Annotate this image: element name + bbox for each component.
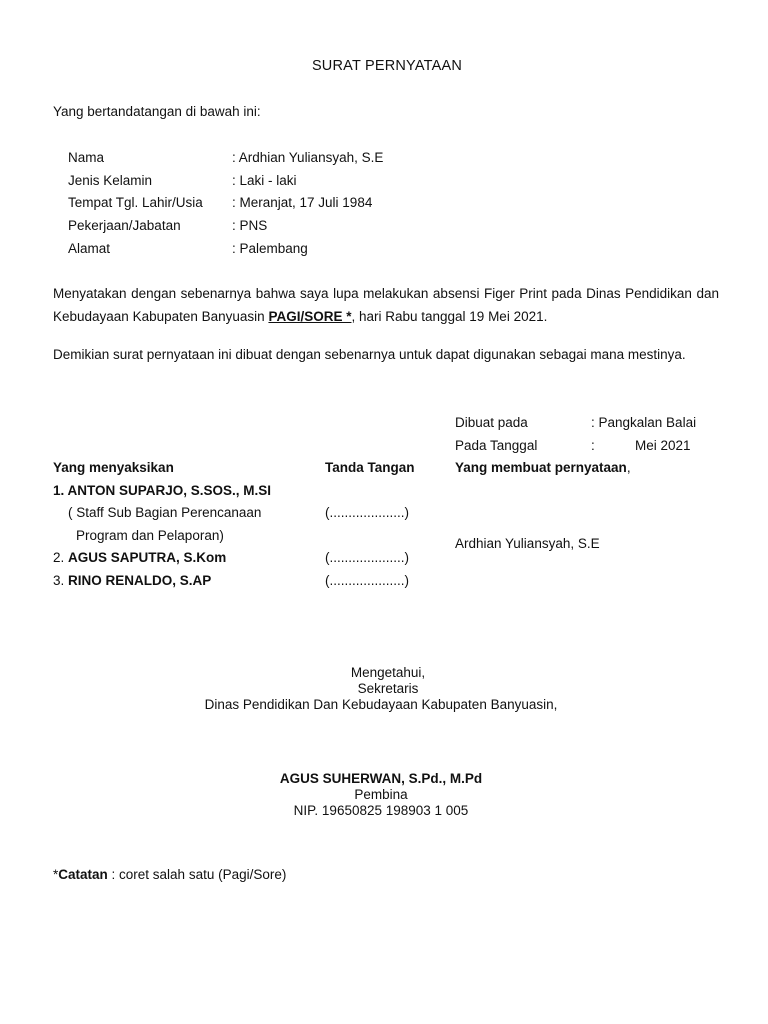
witness-1-number: 1. [53,483,65,498]
witness-1-name: ANTON SUPARJO, S.SOS., M.SI [67,483,272,498]
made-date-colon: : [591,438,595,453]
witness-3-number: 3. [53,573,65,588]
approval-name: AGUS SUHERWAN, S.Pd., M.Pd [279,771,483,786]
identity-label-job: Pekerjaan/Jabatan [68,218,181,233]
statement-text-before: Menyatakan dengan sebenarnya bahwa saya lupa melakukan absensi Figer Print pada Dinas Pendidikan dan Kebudayaan Kabupaten Banyuasin [53,286,719,324]
closing-paragraph: Demikian surat pernyataan ini dibuat dengan sebenarnya untuk dapat digunakan sebagai mana mestinya. [53,347,686,362]
witness-2 [53,550,226,566]
signature-heading: Tanda Tangan [325,460,415,475]
maker-heading-text: Yang membuat pernyataan [455,460,627,475]
witness-3 [53,573,211,589]
approval-position: Sekretaris [357,681,419,696]
witness-1-role-line1: ( Staff Sub Bagian Perencanaan [68,505,262,520]
made-date-label: Pada Tanggal [455,438,538,453]
statement-text-after: , hari Rabu tanggal 19 Mei 2021. [351,309,548,324]
maker-heading-comma: , [626,460,631,475]
made-date-value: Mei 2021 [635,438,691,453]
identity-value-birth: : Meranjat, 17 Juli 1984 [232,195,373,210]
made-place-label: Dibuat pada [455,415,528,430]
witness-3-name: RINO RENALDO, S.AP [68,573,212,588]
identity-label-address: Alamat [68,241,111,256]
witness-1-role-line2: Program dan Pelaporan) [76,528,224,543]
identity-value-name: : Ardhian Yuliansyah, S.E [232,150,384,165]
maker-name: Ardhian Yuliansyah, S.E [455,536,600,551]
approval-office: Dinas Pendidikan Dan Kebudayaan Kabupaten Banyuasin, [204,697,558,712]
witness-2-name: AGUS SAPUTRA, S.Kom [68,550,227,565]
witness-3-signature: (....................) [325,573,410,588]
approval-rank: Pembina [354,787,408,802]
approval-known: Mengetahui, [350,665,426,680]
note [53,867,286,883]
identity-value-gender: : Laki - laki [232,173,297,188]
note-star: * [53,867,59,882]
note-label: Catatan [58,867,108,882]
identity-label-gender: Jenis Kelamin [68,173,153,188]
witness-heading: Yang menyaksikan [53,460,174,475]
statement-emphasis: PAGI/SORE * [268,309,352,324]
witness-1 [53,483,271,499]
identity-label-birth: Tempat Tgl. Lahir/Usia [68,195,203,210]
identity-label-name: Nama [68,150,105,165]
witness-2-signature: (....................) [325,550,410,565]
witness-2-number: 2. [53,550,65,565]
maker-heading [455,460,631,476]
approval-nip: NIP. 19650825 198903 1 005 [293,803,469,818]
document-title: SURAT PERNYATAAN [311,58,463,74]
note-text: : coret salah satu (Pagi/Sore) [107,867,287,882]
intro-text: Yang bertandatangan di bawah ini: [53,104,261,119]
witness-1-signature: (....................) [325,505,410,520]
made-place-value: : Pangkalan Balai [591,415,697,430]
identity-value-address: : Palembang [232,241,308,256]
statement-paragraph [53,282,719,328]
identity-value-job: : PNS [232,218,268,233]
